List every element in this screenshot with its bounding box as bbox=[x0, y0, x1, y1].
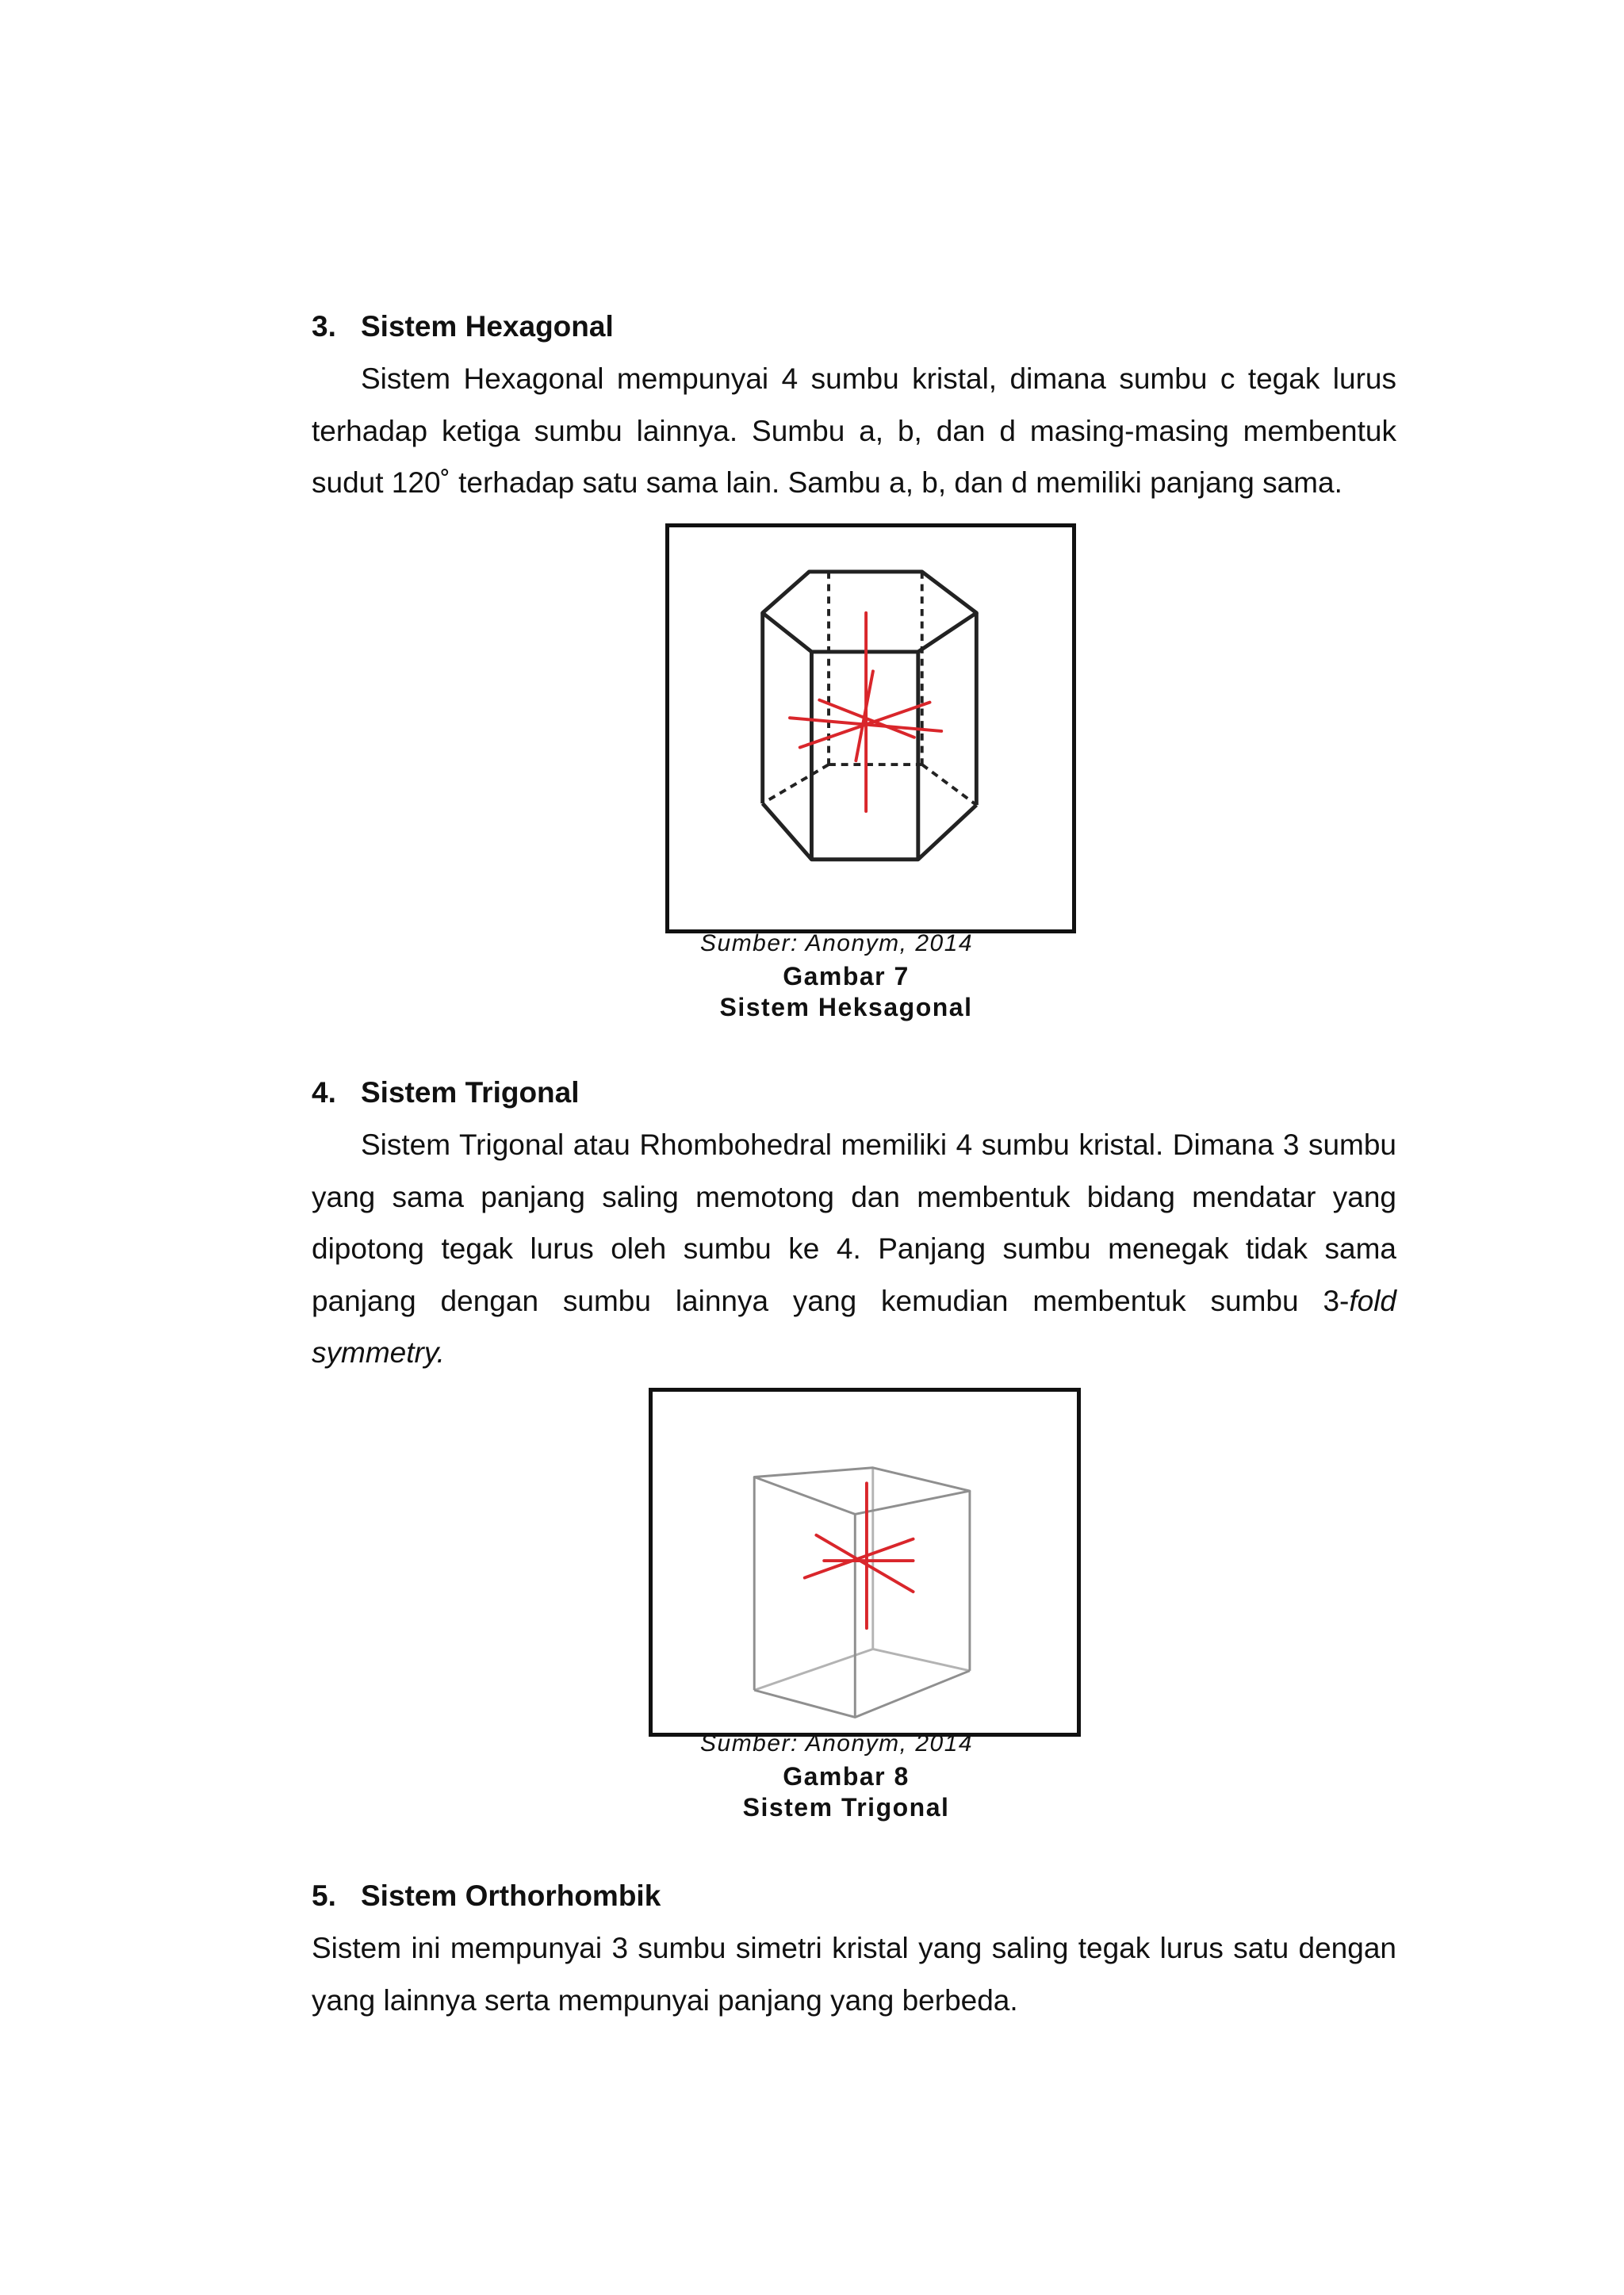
section-heading-trigonal bbox=[312, 1074, 580, 1112]
rhombohedral-cube-diagram bbox=[653, 1392, 1077, 1733]
section-title: Sistem Trigonal bbox=[361, 1076, 580, 1109]
figure-source: Sumber: Anonym, 2014 bbox=[700, 1730, 974, 1757]
paragraph-orthorhombik: Sistem ini mempunyai 3 sumbu simetri kristal yang saling tegak lurus satu dengan yang lainnya serta mempunyai panjang yang berbeda. bbox=[312, 1932, 1396, 2017]
hexagonal-prism-diagram bbox=[669, 527, 1072, 929]
figure-source: Sumber: Anonym, 2014 bbox=[700, 930, 974, 956]
figure-hexagonal-image bbox=[665, 523, 1076, 933]
section-heading-hexagonal bbox=[312, 308, 614, 346]
section-number: 5. bbox=[312, 1879, 336, 1912]
figure-title: Sistem Heksagonal bbox=[719, 993, 973, 1021]
section-number: 3. bbox=[312, 310, 336, 343]
figure-label: Gambar 8 bbox=[783, 1762, 910, 1791]
paragraph-trigonal-italic: fold symmetry. bbox=[312, 1284, 1396, 1369]
section-title: Sistem Hexagonal bbox=[361, 310, 614, 343]
paragraph-trigonal bbox=[312, 1119, 1396, 1379]
section-number: 4. bbox=[312, 1076, 336, 1109]
paragraph-trigonal-text: Sistem Trigonal atau Rhombohedral memiliki 4 sumbu kristal. Dimana 3 sumbu yang sama panjang saling memotong dan membentuk bidang mendatar yang dipotong tegak lurus oleh sumbu ke 4. Panjang sumbu menegak tidak sama panjang dengan sumbu lainnya yang kemudian membentuk sumbu 3- bbox=[312, 1128, 1396, 1317]
figure-trigonal-image bbox=[649, 1388, 1081, 1737]
paragraph-hexagonal: Sistem Hexagonal mempunyai 4 sumbu kristal, dimana sumbu c tegak lurus terhadap ketiga sumbu lainnya. Sumbu a, b, dan d masing-masing membentuk sudut 120˚ terhadap satu sama lain. Sambu a, b, dan d memiliki panjang sama. bbox=[312, 362, 1396, 499]
figure-title: Sistem Trigonal bbox=[742, 1793, 950, 1822]
section-heading-orthorhombik bbox=[312, 1877, 661, 1915]
figure-label: Gambar 7 bbox=[783, 962, 910, 990]
section-title: Sistem Orthorhombik bbox=[361, 1879, 661, 1912]
